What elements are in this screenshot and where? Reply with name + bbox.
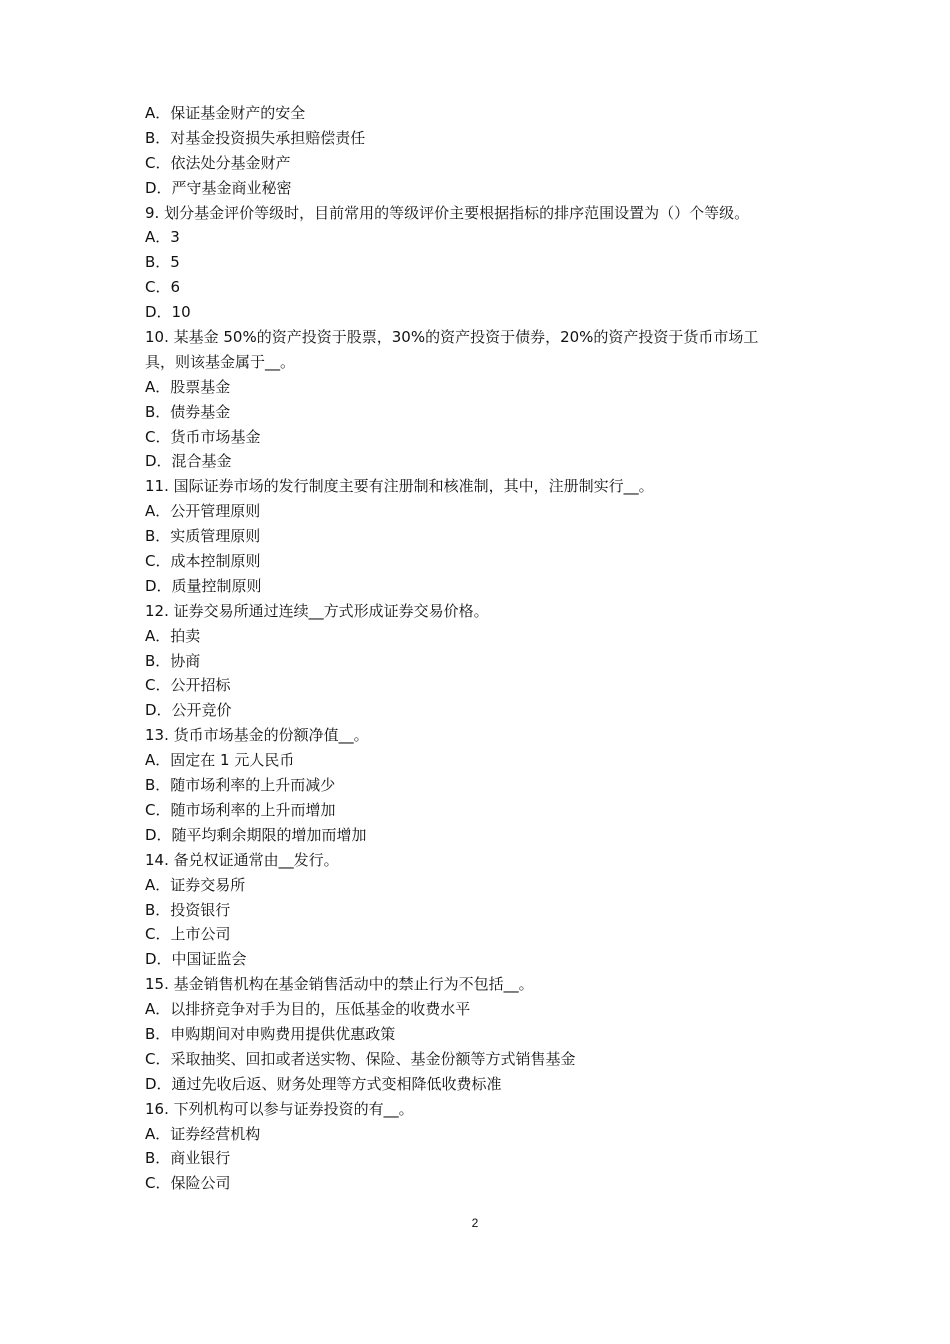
option-line: A．固定在 1 元人民币 [145,751,295,770]
question-line: 13. 货币市场基金的份额净值__。 [145,726,369,745]
option-line: C．依法处分基金财产 [145,153,291,172]
option-line: A．以排挤竞争对手为目的，压低基金的收费水平 [145,1000,471,1019]
question-line: 14. 备兑权证通常由__发行。 [145,850,339,869]
option-line: B．申购期间对申购费用提供优惠政策 [145,1024,396,1043]
option-line: D．公开竞价 [145,701,232,720]
option-line: A．证券交易所 [145,875,246,894]
question-line: 9. 划分基金评价等级时，目前常用的等级评价主要根据指标的排序范围设置为（）个等级。 [145,203,750,222]
option-line: C．上市公司 [145,925,231,944]
option-line: D．严守基金商业秘密 [145,178,292,197]
option-line: D．随平均剩余期限的增加而增加 [145,825,367,844]
option-line: C．随市场利率的上升而增加 [145,800,336,819]
option-line: C．货币市场基金 [145,427,261,446]
question-line: 10. 某基金 50%的资产投资于股票，30%的资产投资于债券，20%的资产投资于货币市场工 [145,328,759,347]
question-line: 11. 国际证券市场的发行制度主要有注册制和核准制，其中，注册制实行__。 [145,477,654,496]
question-line: 16. 下列机构可以参与证券投资的有__。 [145,1099,414,1118]
option-line: D．通过先收后返、财务处理等方式变相降低收费标准 [145,1074,502,1093]
option-line: B．商业银行 [145,1149,231,1168]
question-line: 15. 基金销售机构在基金销售活动中的禁止行为不包括__。 [145,975,534,994]
page-number: 2 [471,1216,479,1230]
option-line: B．协商 [145,651,201,670]
option-line: C．6 [145,278,181,297]
option-line: B．对基金投资损失承担赔偿责任 [145,128,366,147]
option-line: B．随市场利率的上升而减少 [145,776,336,795]
option-line: B．债券基金 [145,402,231,421]
question-line: 12. 证券交易所通过连续__方式形成证券交易价格。 [145,601,489,620]
option-line: A．股票基金 [145,377,231,396]
option-line: D．中国证监会 [145,950,247,969]
option-line: B．实质管理原则 [145,527,261,546]
option-line: D．质量控制原则 [145,576,262,595]
option-line: C．采取抽奖、回扣或者送实物、保险、基金份额等方式销售基金 [145,1049,576,1068]
option-line: C．保险公司 [145,1174,231,1193]
option-line: B．投资银行 [145,900,231,919]
option-line: C．成本控制原则 [145,552,261,571]
option-line: A．保证基金财产的安全 [145,104,306,122]
option-line: A．拍卖 [145,626,201,645]
question-line-continued: 具，则该基金属于__。 [145,352,296,371]
option-line: A．公开管理原则 [145,502,261,521]
option-line: D．10 [145,303,191,322]
option-line: D．混合基金 [145,452,232,471]
option-line: B．5 [145,253,180,272]
page-content [145,101,813,1196]
option-line: C．公开招标 [145,676,231,695]
option-line: A．证券经营机构 [145,1124,261,1143]
option-line: A．3 [145,228,180,247]
